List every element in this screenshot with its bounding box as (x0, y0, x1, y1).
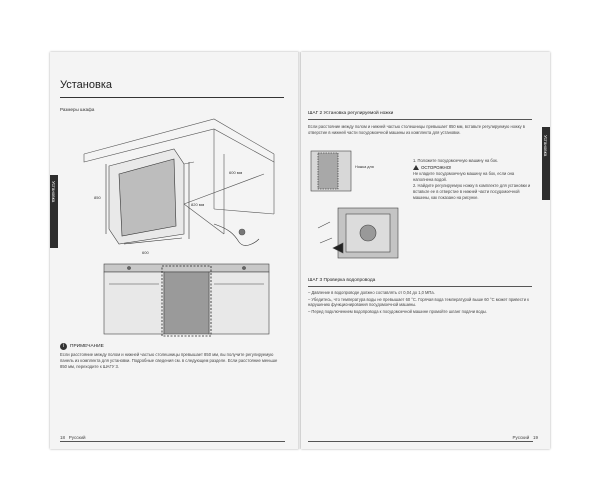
warning-icon (413, 165, 419, 170)
step2-list (413, 158, 533, 201)
footer-right (513, 435, 538, 440)
side-tab-left: Установка (50, 175, 58, 248)
title-divider (60, 97, 284, 98)
footer-divider (308, 441, 533, 442)
step3-list (308, 290, 532, 315)
dim-label-cabinet: 600 мм (229, 170, 243, 175)
list-item: – Перед подключением водопровода к посудомоечной машине промойте шланг подачи воды. (308, 308, 487, 314)
page-number: 19 (532, 435, 538, 440)
caution-heading: ОСТОРОЖНО! (413, 165, 533, 171)
left-page (50, 52, 299, 449)
foot-label: Ножка для (355, 165, 374, 169)
foot-diagram (308, 148, 403, 278)
page-number: 18 (60, 435, 66, 440)
note-block (60, 343, 285, 370)
note-heading: i ПРИМЕЧАНИЕ (60, 343, 285, 350)
step2-divider (308, 119, 532, 120)
note-text: Если расстояние между полом и нижней частью столешницы превышает 850 мм, вы получите регулируемую панель из комплекта для установки. Подробные сведения см. в следующем разделе. Если расстояние меньше 850 мм, переходите к ШАГУ 3. (60, 352, 278, 369)
step3-divider (308, 286, 532, 287)
footer-language: Русский (68, 435, 86, 440)
side-tab-right: Установка (542, 127, 550, 200)
caution-text: Не кладите посудомоечную машину на бок, если она наполнена водой. (413, 171, 515, 182)
dim-label-height: 850 (94, 195, 101, 200)
list-item: 1. Положите посудомоечную машину на бок. (413, 158, 498, 163)
dim-label-width: 600 (142, 250, 149, 255)
section-subheading: Размеры шкафа (60, 107, 95, 112)
footer-divider (60, 441, 285, 442)
list-item: – Давление в водопроводе должно составлять от 0,04 до 1,0 МПа. (308, 290, 435, 295)
list-item: 2. Найдите регулируемую ножку в комплекте для установки и вставьте ее в отверстие в нижней части посудомоечной машины, как показано на рисунке. (413, 183, 531, 200)
dim-label-depth: 820 мм (191, 202, 205, 207)
cabinet-diagram (64, 114, 286, 339)
list-item: – Убедитесь, что температура воды не превышает 60 °C. Горячая вода температурой выше 60 °C может привести к нарушению функционирования посудомоечной машины. (308, 296, 529, 308)
step2-heading: ШАГ 2 Установка регулируемой ножки (308, 111, 394, 116)
footer-left (60, 435, 85, 440)
info-icon: i (60, 343, 67, 350)
step2-intro: Если расстояние между полом и нижней частью столешницы превышает 850 мм, вставьте регулируемую ножку в отверстие в нижней части посудомоечной машины из комплекта для установки. (308, 124, 525, 135)
page-title: Установка (60, 79, 112, 91)
footer-language: Русский (512, 435, 530, 440)
right-page (301, 52, 550, 449)
step3-heading: ШАГ 3 Проверка водопровода (308, 278, 376, 283)
